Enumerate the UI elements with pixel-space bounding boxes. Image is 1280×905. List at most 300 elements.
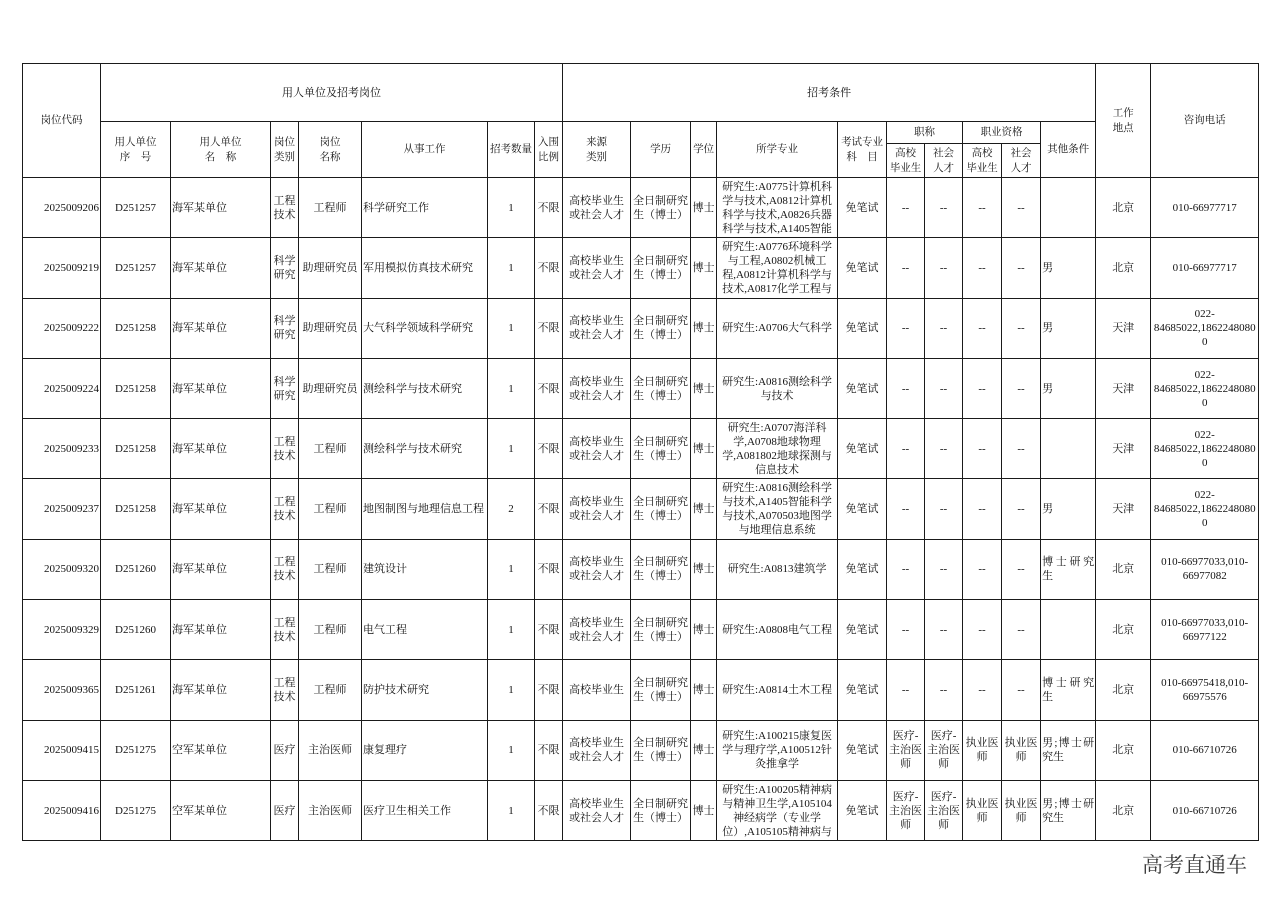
table-row (23, 358, 1259, 418)
post-code-cell (23, 298, 101, 358)
post-type-text: 工程技术 (273, 677, 296, 704)
work-content-cell (362, 600, 488, 660)
source-type-cell (563, 660, 631, 720)
phone-text: 022-84685022,18622480800 (1153, 308, 1256, 349)
header-other-conditions: 其他条件 (1041, 122, 1096, 178)
watermark: 高考直通车 (1142, 853, 1247, 877)
unit-no-text: D251258 (115, 442, 156, 455)
major-cell (717, 238, 838, 298)
major-text: 研究生:A0814土木工程 (722, 684, 833, 697)
exam-subject-cell (838, 479, 887, 539)
source-type-text: 高校毕业生或社会人才 (569, 254, 625, 281)
degree-cell (691, 660, 717, 720)
post-name-text: 主治医师 (308, 744, 352, 757)
exam-subject-text: 免笔试 (845, 503, 879, 516)
work-content-text: 医疗卫生相关工作 (363, 804, 451, 817)
qualification-graduate-cell (963, 539, 1002, 599)
exam-subject-text: 免笔试 (845, 382, 879, 395)
major-text: 研究生:A0776环境科学与工程,A0802机械工程,A0812计算机科学与技术,A0817化学工程与 (722, 240, 833, 295)
qualification-social-cell (1002, 419, 1041, 479)
unit-name-text: 海军某单位 (172, 261, 227, 274)
major-text: 研究生:A100205精神病与精神卫生学,A105104神经病学（专业学位）,A105105精神病与 (722, 783, 833, 838)
education-cell (631, 720, 691, 780)
title-graduate-text: -- (901, 322, 910, 335)
exam-subject-text: 免笔试 (845, 442, 879, 455)
post-code-cell (23, 479, 101, 539)
header-post-code: 岗位代码 (23, 64, 101, 178)
unit-name-text: 海军某单位 (172, 623, 227, 636)
major-cell (717, 660, 838, 720)
post-type-cell (271, 600, 299, 660)
major-text: 研究生:A100215康复医学与理疗学,A100512针灸推拿学 (722, 730, 833, 771)
qualification-graduate-text: -- (978, 382, 986, 395)
work-content-text: 防护技术研究 (363, 684, 429, 697)
degree-text: 博士 (692, 804, 715, 817)
shortlist-ratio-cell (535, 419, 563, 479)
degree-cell (691, 238, 717, 298)
phone-text: 022-84685022,18622480800 (1153, 428, 1256, 469)
shortlist-ratio-text: 不限 (537, 684, 560, 697)
shortlist-ratio-text: 不限 (537, 804, 560, 817)
table-body (23, 178, 1259, 841)
other-conditions-cell (1041, 539, 1096, 599)
qualification-social-text: -- (1017, 201, 1025, 214)
education-text: 全日制研究生（博士） (633, 315, 689, 342)
unit-name-text: 海军某单位 (172, 563, 227, 576)
header-degree: 学位 (691, 122, 717, 178)
post-code-text: 2025009320 (44, 563, 99, 576)
other-conditions-text: 博士研究生 (1042, 556, 1095, 583)
exam-subject-text: 免笔试 (845, 563, 879, 576)
exam-subject-cell (838, 600, 887, 660)
source-type-cell (563, 780, 631, 840)
shortlist-ratio-cell (535, 358, 563, 418)
recruit-count-cell (488, 660, 535, 720)
header-group-conditions: 招考条件 (563, 64, 1096, 122)
other-conditions-cell (1041, 780, 1096, 840)
shortlist-ratio-text: 不限 (537, 322, 560, 335)
exam-subject-cell (838, 358, 887, 418)
exam-subject-text: 免笔试 (845, 804, 879, 817)
exam-subject-cell (838, 298, 887, 358)
work-content-text: 军用模拟仿真技术研究 (363, 261, 473, 274)
shortlist-ratio-text: 不限 (537, 744, 560, 757)
work-location-text: 北京 (1112, 261, 1135, 274)
education-text: 全日制研究生（博士） (633, 556, 689, 583)
post-type-cell (271, 238, 299, 298)
title-social-cell (925, 720, 963, 780)
shortlist-ratio-text: 不限 (537, 503, 560, 516)
title-social-cell (925, 178, 963, 238)
phone-text: 010-66975418,010-66975576 (1161, 677, 1249, 704)
title-social-cell (925, 298, 963, 358)
post-name-text: 助理研究员 (302, 322, 358, 335)
post-name-text: 工程师 (313, 684, 347, 697)
education-cell (631, 419, 691, 479)
other-conditions-text: 男 (1042, 503, 1054, 516)
qualification-graduate-text: 执业医师 (965, 797, 999, 824)
degree-cell (691, 600, 717, 660)
post-type-cell (271, 539, 299, 599)
unit-no-cell (101, 358, 171, 418)
work-content-cell (362, 720, 488, 780)
shortlist-ratio-text: 不限 (537, 563, 560, 576)
education-text: 全日制研究生（博士） (633, 435, 689, 462)
other-conditions-text: 男;博士研究生 (1042, 737, 1095, 764)
title-social-cell (925, 238, 963, 298)
education-cell (631, 178, 691, 238)
qualification-graduate-cell (963, 780, 1002, 840)
education-cell (631, 660, 691, 720)
source-type-cell (563, 539, 631, 599)
shortlist-ratio-cell (535, 660, 563, 720)
education-text: 全日制研究生（博士） (633, 375, 689, 402)
degree-text: 博士 (692, 322, 715, 335)
title-graduate-cell (887, 298, 925, 358)
qualification-social-text: -- (1017, 442, 1025, 455)
source-type-text: 高校毕业生或社会人才 (569, 315, 625, 342)
phone-text: 010-66710726 (1172, 744, 1237, 757)
qualification-social-text: -- (1017, 563, 1025, 576)
post-type-text: 工程技术 (273, 496, 296, 523)
degree-text: 博士 (692, 563, 715, 576)
qualification-graduate-text: -- (978, 322, 986, 335)
qualification-social-cell (1002, 600, 1041, 660)
unit-no-cell (101, 720, 171, 780)
title-social-cell (925, 600, 963, 660)
recruit-count-cell (488, 178, 535, 238)
major-text: 研究生:A0706大气科学 (722, 322, 833, 335)
post-code-text: 2025009415 (44, 744, 99, 757)
other-conditions-text: 男;博士研究生 (1042, 797, 1095, 824)
shortlist-ratio-cell (535, 780, 563, 840)
title-social-cell (925, 358, 963, 418)
unit-name-text: 空军某单位 (172, 744, 227, 757)
degree-cell (691, 479, 717, 539)
other-conditions-cell (1041, 178, 1096, 238)
unit-name-text: 海军某单位 (172, 503, 227, 516)
shortlist-ratio-text: 不限 (537, 261, 560, 274)
table-row (23, 178, 1259, 238)
post-type-cell (271, 479, 299, 539)
work-content-cell (362, 419, 488, 479)
exam-subject-text: 免笔试 (845, 744, 879, 757)
education-cell (631, 539, 691, 599)
header-source-type: 来源 类别 (563, 122, 631, 178)
unit-name-text: 海军某单位 (172, 201, 227, 214)
work-location-cell (1096, 539, 1151, 599)
degree-cell (691, 780, 717, 840)
post-code-text: 2025009233 (44, 442, 99, 455)
unit-name-text: 空军某单位 (172, 804, 227, 817)
recruit-count-cell (488, 238, 535, 298)
table-row (23, 539, 1259, 599)
major-text: 研究生:A0775计算机科学与技术,A0812计算机科学与技术,A0826兵器科学与技术,A1405智能 (722, 180, 833, 235)
title-graduate-cell (887, 600, 925, 660)
shortlist-ratio-text: 不限 (537, 382, 560, 395)
phone-cell (1151, 660, 1259, 720)
qualification-social-text: 执业医师 (1004, 797, 1038, 824)
work-content-text: 建筑设计 (363, 563, 407, 576)
qualification-graduate-text: 执业医师 (965, 737, 999, 764)
unit-name-cell (171, 178, 271, 238)
title-social-cell (925, 479, 963, 539)
title-graduate-cell (887, 238, 925, 298)
work-content-text: 康复理疗 (363, 744, 407, 757)
work-location-cell (1096, 419, 1151, 479)
source-type-text: 高校毕业生或社会人才 (569, 556, 625, 583)
source-type-text: 高校毕业生或社会人才 (569, 616, 625, 643)
post-name-text: 工程师 (313, 623, 347, 636)
qualification-social-text: -- (1017, 623, 1025, 636)
work-content-text: 测绘科学与技术研究 (363, 382, 462, 395)
title-graduate-text: -- (901, 261, 910, 274)
title-graduate-text: -- (901, 563, 910, 576)
other-conditions-cell (1041, 720, 1096, 780)
unit-no-cell (101, 600, 171, 660)
education-text: 全日制研究生（博士） (633, 496, 689, 523)
recruit-count-cell (488, 358, 535, 418)
recruit-count-text: 1 (508, 563, 514, 576)
major-cell (717, 358, 838, 418)
header-qualification-graduate: 高校 毕业生 (963, 144, 1002, 178)
work-content-text: 测绘科学与技术研究 (363, 442, 462, 455)
post-name-text: 主治医师 (308, 804, 352, 817)
qualification-graduate-cell (963, 238, 1002, 298)
qualification-social-cell (1002, 660, 1041, 720)
post-name-cell (299, 419, 362, 479)
post-type-cell (271, 780, 299, 840)
post-name-cell (299, 600, 362, 660)
degree-text: 博士 (692, 382, 715, 395)
phone-text: 010-66977033,010-66977082 (1161, 556, 1249, 583)
source-type-text: 高校毕业生或社会人才 (569, 194, 625, 221)
header-unit-no: 用人单位 序 号 (101, 122, 171, 178)
unit-no-text: D251257 (115, 261, 156, 274)
major-cell (717, 298, 838, 358)
unit-no-cell (101, 660, 171, 720)
table-row (23, 298, 1259, 358)
title-graduate-cell (887, 660, 925, 720)
other-conditions-cell (1041, 479, 1096, 539)
phone-cell (1151, 178, 1259, 238)
title-graduate-cell (887, 419, 925, 479)
post-code-cell (23, 238, 101, 298)
phone-cell (1151, 780, 1259, 840)
title-social-text: -- (939, 322, 948, 335)
unit-name-cell (171, 660, 271, 720)
title-social-text: -- (939, 563, 948, 576)
source-type-cell (563, 298, 631, 358)
shortlist-ratio-text: 不限 (537, 442, 560, 455)
title-graduate-text: -- (901, 442, 910, 455)
post-type-text: 科学研究 (273, 375, 296, 402)
post-code-text: 2025009416 (44, 804, 99, 817)
phone-cell (1151, 600, 1259, 660)
education-cell (631, 479, 691, 539)
other-conditions-text: 博士研究生 (1042, 677, 1095, 704)
work-location-cell (1096, 238, 1151, 298)
table-row (23, 419, 1259, 479)
recruit-count-cell (488, 600, 535, 660)
qualification-graduate-cell (963, 660, 1002, 720)
work-location-cell (1096, 178, 1151, 238)
post-code-text: 2025009222 (44, 322, 99, 335)
major-text: 研究生:A0707海洋科学,A0708地球物理学,A081802地球探测与信息技术 (722, 421, 832, 476)
header-unit-name: 用人单位 名 称 (171, 122, 271, 178)
degree-cell (691, 419, 717, 479)
other-conditions-text: 男 (1042, 322, 1054, 335)
unit-no-text: D251258 (115, 322, 156, 335)
header-phone: 咨询电话 (1151, 64, 1259, 178)
qualification-social-cell (1002, 720, 1041, 780)
unit-no-text: D251260 (115, 623, 156, 636)
source-type-text: 高校毕业生或社会人才 (569, 797, 625, 824)
post-type-cell (271, 720, 299, 780)
header-work-location: 工作 地点 (1096, 64, 1151, 178)
qualification-social-text: -- (1017, 322, 1025, 335)
post-code-text: 2025009219 (44, 261, 99, 274)
shortlist-ratio-cell (535, 539, 563, 599)
unit-no-cell (101, 178, 171, 238)
source-type-text: 高校毕业生或社会人才 (569, 496, 625, 523)
source-type-cell (563, 720, 631, 780)
unit-no-text: D251275 (115, 744, 156, 757)
qualification-graduate-cell (963, 419, 1002, 479)
post-name-text: 工程师 (313, 442, 347, 455)
phone-text: 022-84685022,18622480800 (1153, 368, 1256, 409)
other-conditions-cell (1041, 298, 1096, 358)
shortlist-ratio-cell (535, 479, 563, 539)
work-location-cell (1096, 660, 1151, 720)
exam-subject-cell (838, 660, 887, 720)
unit-name-cell (171, 539, 271, 599)
unit-name-cell (171, 298, 271, 358)
work-location-text: 北京 (1112, 804, 1135, 817)
title-graduate-cell (887, 178, 925, 238)
post-type-cell (271, 660, 299, 720)
degree-cell (691, 358, 717, 418)
post-code-cell (23, 419, 101, 479)
post-type-text: 科学研究 (273, 254, 296, 281)
unit-no-cell (101, 238, 171, 298)
phone-cell (1151, 358, 1259, 418)
post-type-text: 工程技术 (273, 194, 296, 221)
title-social-text: 医疗-主治医师 (927, 730, 961, 771)
title-social-cell (925, 539, 963, 599)
unit-name-cell (171, 358, 271, 418)
work-content-cell (362, 479, 488, 539)
table-row (23, 660, 1259, 720)
header-recruit-count: 招考数量 (488, 122, 535, 178)
work-location-text: 北京 (1112, 684, 1135, 697)
phone-cell (1151, 479, 1259, 539)
degree-text: 博士 (692, 744, 715, 757)
qualification-graduate-text: -- (978, 684, 986, 697)
phone-text: 022-84685022,18622480800 (1153, 489, 1256, 530)
header-post-name: 岗位 名称 (299, 122, 362, 178)
work-location-cell (1096, 298, 1151, 358)
post-name-cell (299, 298, 362, 358)
title-graduate-cell (887, 780, 925, 840)
header-qualification-social: 社会 人才 (1002, 144, 1041, 178)
post-code-cell (23, 660, 101, 720)
title-social-text: 医疗-主治医师 (927, 790, 961, 831)
post-type-cell (271, 298, 299, 358)
qualification-graduate-text: -- (978, 442, 986, 455)
work-content-text: 地图制图与地理信息工程 (363, 503, 484, 516)
exam-subject-text: 免笔试 (845, 684, 879, 697)
qualification-graduate-cell (963, 358, 1002, 418)
qualification-social-cell (1002, 479, 1041, 539)
qualification-social-text: 执业医师 (1004, 737, 1038, 764)
title-graduate-cell (887, 720, 925, 780)
qualification-graduate-text: -- (978, 503, 986, 516)
major-cell (717, 419, 838, 479)
major-text: 研究生:A0813建筑学 (727, 563, 827, 576)
education-text: 全日制研究生（博士） (633, 254, 689, 281)
post-name-cell (299, 780, 362, 840)
work-location-text: 天津 (1112, 503, 1135, 516)
degree-text: 博士 (692, 442, 715, 455)
title-graduate-text: 医疗-主治医师 (889, 730, 923, 771)
recruit-count-cell (488, 720, 535, 780)
unit-no-text: D251258 (115, 382, 156, 395)
qualification-graduate-cell (963, 600, 1002, 660)
work-location-text: 天津 (1112, 442, 1135, 455)
qualification-graduate-cell (963, 178, 1002, 238)
post-name-text: 助理研究员 (302, 261, 358, 274)
post-name-text: 工程师 (313, 503, 347, 516)
unit-no-cell (101, 479, 171, 539)
qualification-graduate-text: -- (978, 261, 986, 274)
recruit-count-cell (488, 539, 535, 599)
qualification-social-text: -- (1017, 684, 1025, 697)
header-title-social: 社会 人才 (925, 144, 963, 178)
work-content-cell (362, 358, 488, 418)
title-graduate-text: -- (901, 623, 910, 636)
qualification-graduate-text: -- (978, 623, 986, 636)
post-code-cell (23, 178, 101, 238)
shortlist-ratio-cell (535, 178, 563, 238)
unit-name-text: 海军某单位 (172, 684, 227, 697)
table-row (23, 720, 1259, 780)
exam-subject-cell (838, 780, 887, 840)
source-type-cell (563, 479, 631, 539)
title-social-cell (925, 780, 963, 840)
source-type-cell (563, 419, 631, 479)
work-location-text: 北京 (1112, 201, 1135, 214)
post-type-text: 工程技术 (273, 556, 296, 583)
post-name-cell (299, 358, 362, 418)
header-shortlist-ratio: 入围 比例 (535, 122, 563, 178)
post-code-text: 2025009206 (44, 201, 99, 214)
work-content-cell (362, 178, 488, 238)
recruit-count-text: 1 (508, 804, 514, 817)
recruit-count-cell (488, 419, 535, 479)
education-cell (631, 780, 691, 840)
unit-no-cell (101, 539, 171, 599)
recruit-count-cell (488, 298, 535, 358)
unit-no-text: D251261 (115, 684, 156, 697)
major-cell (717, 720, 838, 780)
exam-subject-cell (838, 419, 887, 479)
phone-cell (1151, 419, 1259, 479)
recruit-count-cell (488, 780, 535, 840)
title-social-cell (925, 660, 963, 720)
post-code-cell (23, 600, 101, 660)
unit-no-text: D251260 (115, 563, 156, 576)
